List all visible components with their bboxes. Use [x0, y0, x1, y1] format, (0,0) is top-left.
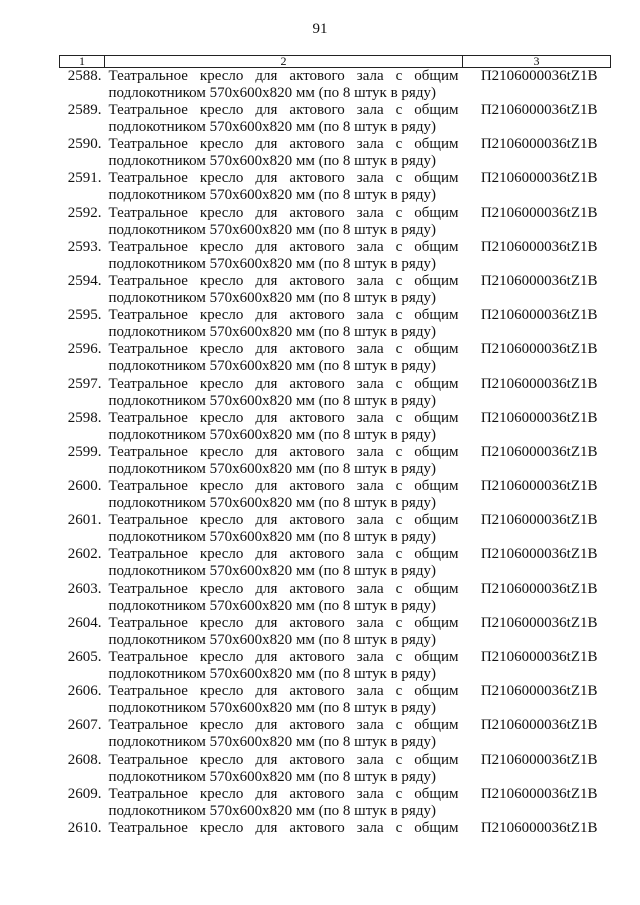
item-description-line-2: подлокотником 570х600х820 мм (по 8 штук в ряду) [108, 392, 436, 409]
item-description [105, 478, 463, 512]
row-number: 2596. [67, 341, 102, 358]
table-row [60, 170, 611, 204]
item-description-line-1: Театральное кресло для актового зала с общим [108, 307, 459, 324]
item-code: П2106000036tZ1B [480, 238, 598, 255]
item-description-line-2: подлокотником 570х600х820 мм (по 8 штук в ряду) [108, 529, 436, 546]
item-description-line-2: подлокотником 570х600х820 мм (по 8 штук в ряду) [108, 187, 436, 204]
row-number: 2607. [67, 717, 102, 734]
item-code: П2106000036tZ1B [480, 443, 598, 460]
table-row [60, 683, 611, 717]
item-description-line-1: Театральное кресло для актового зала с общим [108, 478, 459, 495]
item-description-line-2: подлокотником 570х600х820 мм (по 8 штук в ряду) [108, 563, 436, 580]
item-description [105, 376, 463, 410]
header-col-2: 2 [105, 56, 463, 68]
table-row [60, 205, 611, 239]
item-code: П2106000036tZ1B [480, 307, 598, 324]
item-description-line-1: Театральное кресло для актового зала с общим [108, 649, 459, 665]
item-description [105, 683, 463, 717]
item-description-line-2: подлокотником 570х600х820 мм (по 8 штук в ряду) [108, 734, 436, 751]
item-code: П2106000036tZ1B [480, 478, 598, 495]
item-code: П2106000036tZ1B [480, 649, 598, 665]
item-description [105, 581, 463, 615]
item-code: П2106000036tZ1B [480, 751, 598, 768]
item-description [105, 170, 463, 204]
item-description [105, 615, 463, 649]
item-description-line-2: подлокотником 570х600х820 мм (по 8 штук в ряду) [108, 358, 436, 375]
row-number: 2588. [67, 68, 102, 84]
table-row [60, 273, 611, 307]
item-description-line-2: подлокотником 570х600х820 мм (по 8 штук в ряду) [108, 426, 436, 443]
header-col-3: 3 [463, 56, 611, 68]
item-description-line-1: Театральное кресло для актового зала с общим [108, 614, 459, 631]
item-description-line-1: Театральное кресло для актового зала с общим [108, 170, 459, 187]
table-row [60, 239, 611, 273]
page-number: 91 [312, 21, 328, 37]
item-description-line-2: подлокотником 570х600х820 мм (по 8 штук в ряду) [108, 221, 436, 238]
item-description-line-2: подлокотником 570х600х820 мм (по 8 штук в ряду) [108, 700, 436, 717]
table-row [60, 615, 611, 649]
table-body [60, 68, 611, 837]
item-code: П2106000036tZ1B [480, 136, 598, 153]
item-description-line-1: Театральное кресло для актового зала с общим [108, 717, 459, 734]
item-code: П2106000036tZ1B [480, 170, 598, 187]
item-description-line-1: Театральное кресло для актового зала с общим [108, 341, 459, 358]
table-row [60, 376, 611, 410]
table-row [60, 752, 611, 786]
item-code: П2106000036tZ1B [480, 580, 598, 597]
item-description-line-1: Театральное кресло для актового зала с общим [108, 68, 459, 84]
row-number: 2589. [67, 102, 102, 118]
item-code: П2106000036tZ1B [480, 717, 598, 734]
table-row [60, 410, 611, 444]
item-description-line-1: Театральное кресло для актового зала с общим [108, 546, 459, 563]
item-code: П2106000036tZ1B [480, 785, 598, 802]
table-row [60, 68, 611, 103]
row-number: 2608. [67, 751, 102, 768]
item-code: П2106000036tZ1B [480, 102, 598, 118]
item-description [105, 307, 463, 341]
row-number: 2590. [67, 136, 102, 153]
item-description-line-2: подлокотником 570х600х820 мм (по 8 штук в ряду) [108, 495, 436, 512]
table-row [60, 786, 611, 820]
item-description-line-1: Театральное кресло для актового зала с общим [108, 819, 459, 836]
item-description [105, 239, 463, 273]
item-description-line-1: Театральное кресло для актового зала с общим [108, 683, 459, 700]
table-row [60, 136, 611, 170]
item-description-line-2: подлокотником 570х600х820 мм (по 8 штук в ряду) [108, 153, 436, 170]
row-number: 2606. [67, 683, 102, 700]
item-description-line-1: Театральное кресло для актового зала с общим [108, 443, 459, 460]
item-description [105, 341, 463, 375]
item-description-line-1: Театральное кресло для актового зала с общим [108, 272, 459, 289]
table-row [60, 581, 611, 615]
item-description [105, 136, 463, 170]
row-number: 2609. [67, 785, 102, 802]
item-description-line-1: Театральное кресло для актового зала с общим [108, 375, 459, 392]
item-description-line-1: Театральное кресло для актового зала с общим [108, 102, 459, 118]
item-description-line-1: Театральное кресло для актового зала с общим [108, 136, 459, 153]
row-number: 2605. [67, 649, 102, 665]
item-description-line-2: подлокотником 570х600х820 мм (по 8 штук в ряду) [108, 289, 436, 306]
item-code: П2106000036tZ1B [480, 512, 598, 529]
row-number: 2601. [67, 512, 102, 529]
item-code: П2106000036tZ1B [480, 409, 598, 426]
row-number: 2591. [67, 170, 102, 187]
row-number: 2602. [67, 546, 102, 563]
item-description-line-2: подлокотником 570х600х820 мм (по 8 штук в ряду) [108, 768, 436, 785]
table-row [60, 649, 611, 683]
table-row [60, 820, 611, 837]
item-description [105, 410, 463, 444]
row-number: 2593. [67, 238, 102, 255]
item-description [105, 649, 463, 683]
row-number: 2600. [67, 478, 102, 495]
item-description [105, 512, 463, 546]
item-code: П2106000036tZ1B [480, 68, 598, 84]
item-description [105, 68, 463, 103]
table-row [60, 307, 611, 341]
item-description-line-2: подлокотником 570х600х820 мм (по 8 штук в ряду) [108, 85, 436, 101]
header-col-1: 1 [60, 56, 105, 68]
item-description [105, 444, 463, 478]
item-code: П2106000036tZ1B [480, 819, 598, 836]
row-number: 2603. [67, 580, 102, 597]
items-table [59, 55, 611, 837]
row-number: 2597. [67, 375, 102, 392]
item-description [105, 546, 463, 580]
item-description [105, 717, 463, 751]
table-header [60, 56, 611, 68]
item-code: П2106000036tZ1B [480, 204, 598, 221]
row-number: 2592. [67, 204, 102, 221]
item-description-line-1: Театральное кресло для актового зала с общим [108, 785, 459, 802]
table-row [60, 717, 611, 751]
table-row [60, 478, 611, 512]
item-description-line-1: Театральное кресло для актового зала с общим [108, 512, 459, 529]
item-description-line-2: подлокотником 570х600х820 мм (по 8 штук в ряду) [108, 460, 436, 477]
item-description [105, 102, 463, 136]
item-description [105, 205, 463, 239]
item-description [105, 820, 463, 837]
item-description-line-2: подлокотником 570х600х820 мм (по 8 штук в ряду) [108, 255, 436, 272]
item-code: П2106000036tZ1B [480, 341, 598, 358]
item-description-line-1: Театральное кресло для актового зала с общим [108, 580, 459, 597]
row-number: 2599. [67, 443, 102, 460]
table-row [60, 546, 611, 580]
row-number: 2598. [67, 409, 102, 426]
item-description-line-1: Театральное кресло для актового зала с общим [108, 238, 459, 255]
item-description-line-2: подлокотником 570х600х820 мм (по 8 штук в ряду) [108, 119, 436, 135]
item-code: П2106000036tZ1B [480, 546, 598, 563]
item-code: П2106000036tZ1B [480, 683, 598, 700]
item-code: П2106000036tZ1B [480, 375, 598, 392]
row-number: 2604. [67, 614, 102, 631]
item-description-line-2: подлокотником 570х600х820 мм (по 8 штук в ряду) [108, 631, 436, 648]
row-number: 2594. [67, 272, 102, 289]
item-description-line-1: Театральное кресло для актового зала с общим [108, 409, 459, 426]
item-description-line-2: подлокотником 570х600х820 мм (по 8 штук в ряду) [108, 666, 436, 682]
item-description-line-2: подлокотником 570х600х820 мм (по 8 штук в ряду) [108, 324, 436, 341]
table-row [60, 341, 611, 375]
row-number: 2595. [67, 307, 102, 324]
item-description-line-2: подлокотником 570х600х820 мм (по 8 штук в ряду) [108, 597, 436, 614]
item-description [105, 786, 463, 820]
item-description-line-1: Театральное кресло для актового зала с общим [108, 204, 459, 221]
item-code: П2106000036tZ1B [480, 614, 598, 631]
table-row [60, 444, 611, 478]
table-row [60, 512, 611, 546]
item-description [105, 752, 463, 786]
item-description-line-2: подлокотником 570х600х820 мм (по 8 штук в ряду) [108, 802, 436, 819]
item-description-line-1: Театральное кресло для актового зала с общим [108, 751, 459, 768]
item-code: П2106000036tZ1B [480, 272, 598, 289]
item-description [105, 273, 463, 307]
table-row [60, 102, 611, 136]
row-number: 2610. [67, 819, 102, 836]
